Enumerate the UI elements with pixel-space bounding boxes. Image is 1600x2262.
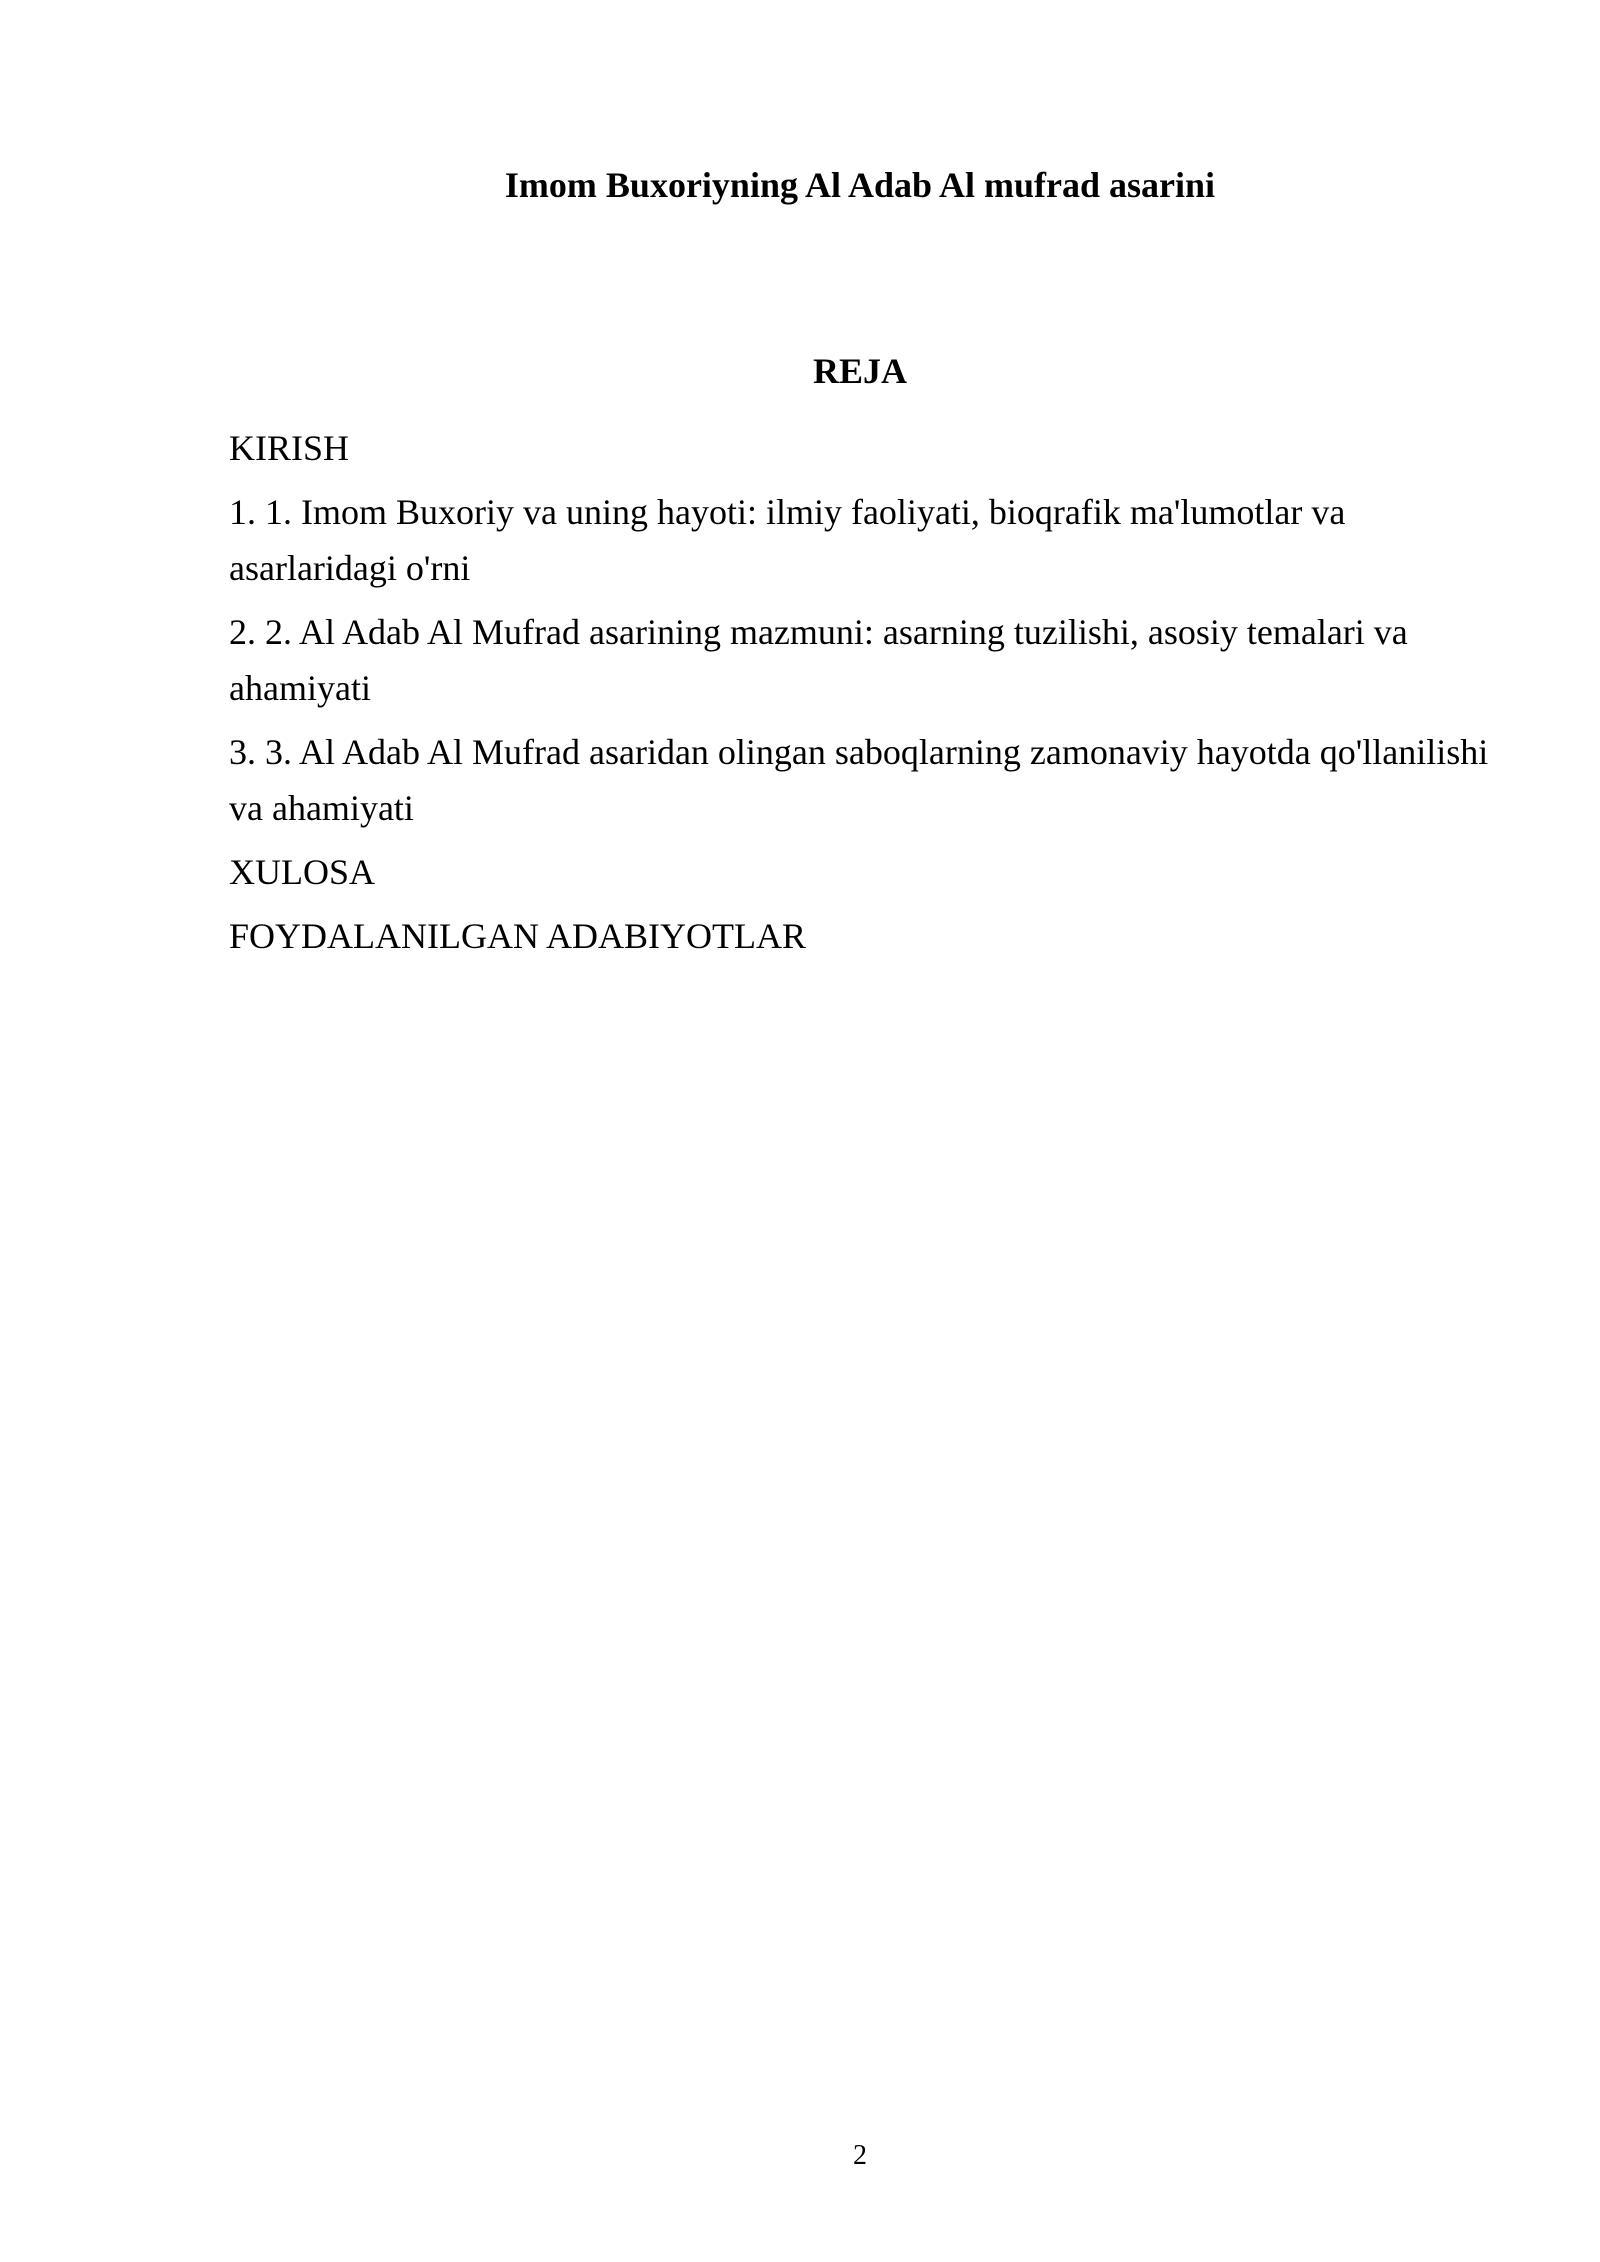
document-title: Imom Buxoriyning Al Adab Al mufrad asarini — [504, 165, 1216, 205]
plan-heading: REJA — [812, 351, 907, 391]
plan-item-2: 2. 2. Al Adab Al Mufrad asarining mazmuni: asarning tuzilishi, asosiy temalari va ahamiyati — [229, 612, 1408, 708]
plan-item-3: 3. 3. Al Adab Al Mufrad asaridan olingan saboqlarning zamonaviy hayotda qo'llanilishi va ahamiyati — [229, 732, 1489, 828]
page-number: 2 — [853, 2140, 867, 2171]
plan-item-references: FOYDALANILGAN ADABIYOTLAR — [229, 916, 806, 956]
plan-item-conclusion: XULOSA — [229, 852, 376, 892]
plan-item-1: 1. 1. Imom Buxoriy va uning hayoti: ilmiy faoliyati, bioqrafik ma'lumotlar va asarlaridagi o'rni — [229, 492, 1346, 588]
plan-item-introduction: KIRISH — [229, 428, 350, 468]
plan-list — [229, 420, 1489, 972]
